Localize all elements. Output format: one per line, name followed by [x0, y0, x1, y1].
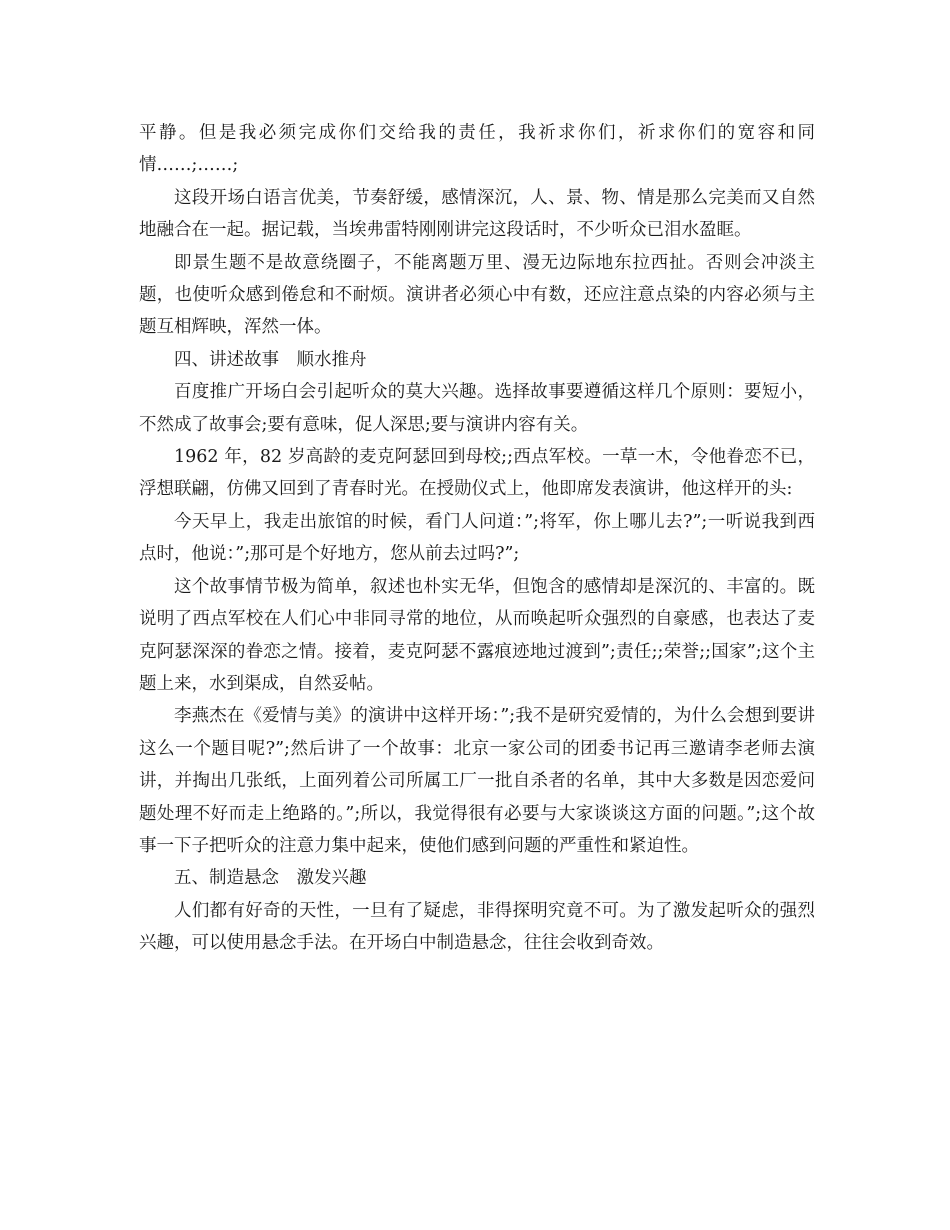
document-body — [139, 117, 815, 960]
paragraph: 人们都有好奇的天性，一旦有了疑虑，非得探明究竟不可。为了激发起听众的强烈兴趣，可以使用悬念手法。在开场白中制造悬念，往往会收到奇效。 — [139, 900, 815, 954]
paragraph: 今天早上，我走出旅馆的时候，看门人问道：”;将军，你上哪儿去?”;一听说我到西点时，他说：”;那可是个好地方，您从前去过吗?”; — [139, 511, 815, 565]
paragraph: 1962 年，82 岁高龄的麦克阿瑟回到母校;;西点军校。一草一木，令他眷恋不已，浮想联翩，仿佛又回到了青春时光。在授勋仪式上，他即席发表演讲，他这样开的头: — [139, 447, 815, 500]
section-heading: 五、制造悬念 激发兴趣 — [174, 868, 367, 889]
paragraph: 李燕杰在《爱情与美》的演讲中这样开场：”;我不是研究爱情的，为什么会想到要讲这么一个题目呢?”;然后讲了一个故事：北京一家公司的团委书记再三邀请李老师去演讲，并掏出几张纸，上面列着公司所属工厂一批自杀者的名单，其中大多数是因恋爱问题处理不好而走上绝路的。”;所以，我觉得很有必要与大家谈谈这方面的问题。”;这个故事一下子把听众的注意力集中起来，使他们感到问题的严重性和紧迫性。 — [139, 706, 815, 856]
section-heading: 四、讲述故事 顺水推舟 — [174, 349, 367, 370]
paragraph-continuation: 平静。但是我必须完成你们交给我的责任，我祈求你们，祈求你们的宽容和同情……;……; — [139, 123, 815, 176]
paragraph: 百度推广开场白会引起听众的莫大兴趣。选择故事要遵循这样几个原则：要短小，不然成了故事会;要有意味，促人深思;要与演讲内容有关。 — [139, 382, 815, 435]
paragraph: 即景生题不是故意绕圈子，不能离题万里、漫无边际地东拉西扯。否则会冲淡主题，也使听众感到倦怠和不耐烦。演讲者必须心中有数，还应注意点染的内容必须与主题互相辉映，浑然一体。 — [139, 252, 815, 338]
paragraph: 这段开场白语言优美，节奏舒缓，感情深沉，人、景、物、情是那么完美而又自然地融合在一起。据记载，当埃弗雷特刚刚讲完这段话时，不少听众已泪水盈眶。 — [139, 187, 815, 241]
paragraph: 这个故事情节极为简单，叙述也朴实无华，但饱含的感情却是深沉的、丰富的。既说明了西点军校在人们心中非同寻常的地位，从而唤起听众强烈的自豪感，也表达了麦克阿瑟深深的眷恋之情。接着，麦克阿瑟不露痕迹地过渡到”;责任;;荣誉;;国家”;这个主题上来，水到渠成，自然妥帖。 — [139, 576, 815, 694]
